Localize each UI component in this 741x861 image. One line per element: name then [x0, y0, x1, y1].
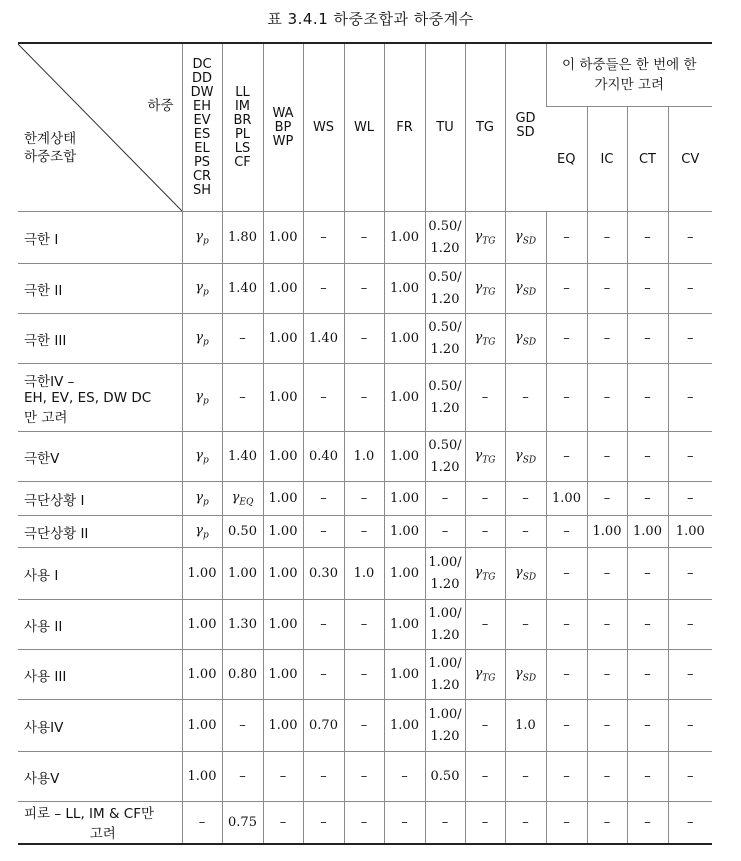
header-limit-state: 한계상태 하중조합	[24, 131, 77, 165]
factor-cell: –	[465, 802, 505, 844]
header-gd	[505, 43, 546, 212]
table-row	[18, 212, 712, 264]
factor-cell: –	[668, 482, 712, 516]
factor-cell: –	[344, 264, 384, 314]
factor-cell: –	[587, 364, 627, 432]
factor-cell: –	[668, 264, 712, 314]
factor-cell: –	[587, 212, 627, 264]
factor-cell: 0.50	[222, 516, 263, 548]
factor-cell: –	[587, 802, 627, 844]
load-factor-gp: $\gamma_p$	[195, 279, 209, 298]
factor-cell: –	[344, 650, 384, 700]
factor-cell: –	[505, 600, 546, 650]
load-factor-tg: $\gamma_{TG}$	[474, 228, 496, 247]
factor-cell: –	[546, 700, 587, 752]
load-factor-sd: $\gamma_{SD}$	[514, 228, 537, 247]
limit-state-label: 사용 I	[18, 548, 182, 600]
factor-cell	[465, 650, 505, 700]
limit-state-label: 사용 II	[18, 600, 182, 650]
factor-cell: –	[546, 314, 587, 364]
factor-cell: –	[546, 432, 587, 482]
factor-cell: –	[668, 700, 712, 752]
factor-cell: 1.00	[263, 516, 303, 548]
factor-cell: 1.00	[384, 482, 425, 516]
header-code: DC	[192, 56, 212, 72]
header-code: WA	[272, 105, 294, 121]
factor-cell: –	[222, 364, 263, 432]
factor-cell: –	[182, 802, 222, 844]
factor-cell: –	[668, 314, 712, 364]
factor-cell: 1.00	[384, 212, 425, 264]
factor-cell: 1.00	[263, 364, 303, 432]
table-row	[18, 650, 712, 700]
factor-cell: 1.00	[263, 650, 303, 700]
factor-cell	[465, 264, 505, 314]
header-dc	[182, 43, 222, 212]
limit-state-label: 극한 III	[18, 314, 182, 364]
factor-cell: –	[546, 364, 587, 432]
factor-cell: 1.00	[384, 600, 425, 650]
factor-cell: –	[344, 364, 384, 432]
factor-cell	[505, 548, 546, 600]
header-ll	[222, 43, 263, 212]
factor-cell: –	[505, 364, 546, 432]
factor-cell: –	[465, 700, 505, 752]
factor-cell: –	[668, 364, 712, 432]
table-row	[18, 264, 712, 314]
factor-cell: –	[465, 600, 505, 650]
factor-cell: 1.00	[222, 548, 263, 600]
factor-cell: 1.00	[263, 264, 303, 314]
factor-cell: –	[222, 700, 263, 752]
limit-state-label: 극한V	[18, 432, 182, 482]
factor-cell	[222, 482, 263, 516]
header-wl: WL	[344, 43, 384, 212]
table-row	[18, 314, 712, 364]
factor-cell: 1.00	[384, 432, 425, 482]
header-code: WP	[272, 133, 294, 149]
load-factor-gp: $\gamma_p$	[195, 329, 209, 348]
load-factor-tg: $\gamma_{TG}$	[474, 279, 496, 298]
diagonal-line	[18, 44, 182, 211]
factor-cell: –	[344, 314, 384, 364]
factor-cell: 1.0	[344, 432, 384, 482]
load-factor-tg: $\gamma_{TG}$	[474, 329, 496, 348]
factor-cell: –	[303, 802, 344, 844]
header-code: LS	[234, 140, 251, 156]
factor-cell: 1.00	[384, 700, 425, 752]
header-code: CR	[192, 168, 212, 184]
header-code: CF	[234, 154, 251, 170]
factor-cell	[182, 314, 222, 364]
limit-state-label: 극단상황 I	[18, 482, 182, 516]
factor-cell: –	[668, 432, 712, 482]
header-code: EL	[194, 140, 210, 156]
factor-cell: –	[627, 700, 668, 752]
header-one-at-a-time-group: 이 하중들은 한 번에 한 가지만 고려	[546, 43, 712, 107]
factor-cell: 0.70	[303, 700, 344, 752]
load-factor-gp: $\gamma_p$	[195, 522, 209, 541]
factor-cell: –	[627, 802, 668, 844]
load-factor-tg: $\gamma_{TG}$	[474, 665, 496, 684]
header-wa	[263, 43, 303, 212]
header-code: PS	[193, 154, 211, 170]
factor-cell: 1.00	[384, 516, 425, 548]
limit-state-label: 피로 – LL, IM & CF만 고려	[18, 802, 182, 844]
factor-cell: 1.0	[505, 700, 546, 752]
factor-cell: –	[303, 650, 344, 700]
factor-cell: –	[546, 212, 587, 264]
header-ws: WS	[303, 43, 344, 212]
header-code: SD	[516, 125, 535, 140]
factor-cell: 1.00	[627, 516, 668, 548]
load-factor-gp: $\gamma_p$	[195, 228, 209, 247]
factor-cell: –	[263, 752, 303, 802]
header-cv: CV	[668, 107, 712, 212]
factor-cell: –	[668, 548, 712, 600]
factor-cell: –	[465, 516, 505, 548]
load-factor-sd: $\gamma_{SD}$	[514, 279, 537, 298]
header-code: BP	[274, 119, 292, 135]
factor-cell: –	[627, 482, 668, 516]
factor-cell: –	[303, 212, 344, 264]
factor-cell: –	[627, 212, 668, 264]
factor-cell: –	[384, 752, 425, 802]
factor-cell: 1.00	[263, 314, 303, 364]
factor-cell: –	[627, 364, 668, 432]
table-row	[18, 364, 712, 432]
factor-cell: 1.00	[384, 314, 425, 364]
factor-cell: –	[303, 364, 344, 432]
diagonal-header-cell	[18, 43, 182, 212]
factor-cell: 0.50/ 1.20	[425, 212, 465, 264]
load-factor-tg: $\gamma_{TG}$	[474, 564, 496, 583]
table-row	[18, 482, 712, 516]
factor-cell	[505, 432, 546, 482]
load-factor-tg: $\gamma_{TG}$	[474, 447, 496, 466]
factor-cell: 1.00/ 1.20	[425, 650, 465, 700]
header-code: DD	[191, 70, 213, 86]
factor-cell: –	[465, 364, 505, 432]
header-code: DW	[190, 84, 214, 100]
factor-cell	[465, 432, 505, 482]
factor-cell: –	[344, 700, 384, 752]
factor-cell: –	[344, 600, 384, 650]
factor-cell: –	[627, 548, 668, 600]
header-tg: TG	[465, 43, 505, 212]
factor-cell	[182, 432, 222, 482]
factor-cell: –	[587, 548, 627, 600]
header-code: EH	[193, 98, 211, 114]
factor-cell: 1.00	[182, 548, 222, 600]
factor-cell: 1.00	[668, 516, 712, 548]
factor-cell: 0.50/ 1.20	[425, 314, 465, 364]
load-factor-sd: $\gamma_{SD}$	[514, 329, 537, 348]
factor-cell: 1.00	[182, 600, 222, 650]
factor-cell: –	[546, 650, 587, 700]
factor-cell: –	[263, 802, 303, 844]
table-row	[18, 516, 712, 548]
table-row	[18, 548, 712, 600]
factor-cell: –	[627, 752, 668, 802]
factor-cell: 1.00	[384, 548, 425, 600]
header-eq: EQ	[546, 107, 587, 212]
header-code: PL	[234, 126, 251, 142]
factor-cell: –	[546, 548, 587, 600]
factor-cell: –	[546, 600, 587, 650]
factor-cell: –	[303, 264, 344, 314]
factor-cell: –	[587, 482, 627, 516]
factor-cell	[505, 212, 546, 264]
header-load: 하중	[147, 98, 174, 114]
factor-cell: 1.00	[384, 264, 425, 314]
factor-cell: 1.00	[182, 650, 222, 700]
factor-cell: 1.80	[222, 212, 263, 264]
load-factor-gp: $\gamma_p$	[195, 447, 209, 466]
header-code: EV	[193, 112, 211, 128]
header-code: IM	[234, 98, 251, 114]
factor-cell: –	[546, 802, 587, 844]
factor-cell: –	[627, 432, 668, 482]
factor-cell	[465, 314, 505, 364]
table-row	[18, 432, 712, 482]
factor-cell: 1.40	[222, 432, 263, 482]
table-row	[18, 700, 712, 752]
factor-cell: 1.00	[384, 650, 425, 700]
limit-state-label: 극한 II	[18, 264, 182, 314]
factor-cell: –	[546, 516, 587, 548]
header-code: LL	[235, 84, 250, 100]
factor-cell: –	[668, 752, 712, 802]
factor-cell: –	[425, 482, 465, 516]
factor-cell	[182, 482, 222, 516]
header-code: SH	[192, 182, 212, 198]
load-factor-gp: $\gamma_p$	[195, 388, 209, 407]
limit-state-label: 극한 I	[18, 212, 182, 264]
factor-cell: 1.00	[587, 516, 627, 548]
factor-cell: –	[465, 482, 505, 516]
table-row	[18, 600, 712, 650]
factor-cell	[505, 264, 546, 314]
factor-cell: –	[344, 212, 384, 264]
factor-cell: 1.00	[263, 482, 303, 516]
factor-cell: 1.00	[263, 700, 303, 752]
factor-cell: 0.30	[303, 548, 344, 600]
header-fr: FR	[384, 43, 425, 212]
factor-cell	[505, 314, 546, 364]
load-factor-sd: $\gamma_{SD}$	[514, 564, 537, 583]
factor-cell: –	[587, 600, 627, 650]
factor-cell: –	[425, 516, 465, 548]
limit-state-label: 극한IV – EH, EV, ES, DW DC 만 고려	[18, 364, 182, 432]
factor-cell: –	[344, 482, 384, 516]
header-code: ES	[193, 126, 211, 142]
factor-cell: –	[344, 752, 384, 802]
table-row	[18, 752, 712, 802]
load-factor-gp: $\gamma_p$	[195, 489, 209, 508]
factor-cell	[182, 212, 222, 264]
factor-cell: –	[587, 432, 627, 482]
factor-cell: –	[505, 752, 546, 802]
factor-cell: –	[303, 600, 344, 650]
factor-cell: –	[587, 264, 627, 314]
factor-cell: –	[303, 752, 344, 802]
factor-cell: 0.40	[303, 432, 344, 482]
factor-cell	[465, 548, 505, 600]
factor-cell: –	[587, 700, 627, 752]
factor-cell: 1.00/ 1.20	[425, 548, 465, 600]
factor-cell: –	[627, 650, 668, 700]
factor-cell: 1.00	[546, 482, 587, 516]
factor-cell	[182, 364, 222, 432]
factor-cell: 1.00	[182, 700, 222, 752]
factor-cell: –	[668, 212, 712, 264]
factor-cell: 1.00	[263, 548, 303, 600]
factor-cell: 1.00/ 1.20	[425, 700, 465, 752]
factor-cell	[465, 212, 505, 264]
header-ic: IC	[587, 107, 627, 212]
load-factor-sd: $\gamma_{SD}$	[514, 447, 537, 466]
factor-cell: 1.40	[222, 264, 263, 314]
factor-cell: –	[222, 314, 263, 364]
factor-cell: –	[425, 802, 465, 844]
factor-cell: 1.00	[263, 600, 303, 650]
table-title: 표 3.4.1 하중조합과 하중계수	[267, 10, 474, 28]
header-ct: CT	[627, 107, 668, 212]
factor-cell: –	[587, 314, 627, 364]
factor-cell: 1.00/ 1.20	[425, 600, 465, 650]
factor-cell: –	[587, 752, 627, 802]
factor-cell: 0.50/ 1.20	[425, 432, 465, 482]
factor-cell	[182, 516, 222, 548]
factor-cell: 0.50/ 1.20	[425, 364, 465, 432]
factor-cell: –	[627, 264, 668, 314]
factor-cell: 1.00	[263, 212, 303, 264]
factor-cell	[182, 264, 222, 314]
factor-cell: –	[344, 516, 384, 548]
limit-state-label: 사용 III	[18, 650, 182, 700]
factor-cell: –	[303, 516, 344, 548]
load-combination-table	[18, 42, 712, 845]
factor-cell: –	[344, 802, 384, 844]
factor-cell: 0.80	[222, 650, 263, 700]
limit-state-label: 사용IV	[18, 700, 182, 752]
load-factor-sd: $\gamma_{SD}$	[514, 665, 537, 684]
factor-cell: –	[627, 600, 668, 650]
factor-cell: –	[668, 650, 712, 700]
factor-cell: –	[587, 650, 627, 700]
header-code: BR	[233, 112, 252, 128]
factor-cell: –	[303, 482, 344, 516]
factor-cell: 1.00	[263, 432, 303, 482]
load-factor-eq: $\gamma_{EQ}$	[231, 489, 254, 508]
factor-cell: –	[546, 264, 587, 314]
factor-cell: 1.0	[344, 548, 384, 600]
factor-cell: –	[668, 802, 712, 844]
factor-cell: –	[222, 752, 263, 802]
factor-cell: 0.75	[222, 802, 263, 844]
factor-cell: –	[465, 752, 505, 802]
factor-cell	[505, 650, 546, 700]
factor-cell: –	[505, 802, 546, 844]
header-tu: TU	[425, 43, 465, 212]
factor-cell: –	[627, 314, 668, 364]
limit-state-label: 극단상황 II	[18, 516, 182, 548]
factor-cell: –	[505, 482, 546, 516]
factor-cell: –	[505, 516, 546, 548]
limit-state-label: 사용V	[18, 752, 182, 802]
factor-cell: 0.50	[425, 752, 465, 802]
factor-cell: –	[546, 752, 587, 802]
factor-cell: –	[384, 802, 425, 844]
table-row	[18, 802, 712, 844]
factor-cell: 1.00	[182, 752, 222, 802]
header-code: GD	[515, 111, 536, 126]
factor-cell: –	[668, 600, 712, 650]
factor-cell: 0.50/ 1.20	[425, 264, 465, 314]
factor-cell: 1.30	[222, 600, 263, 650]
factor-cell: 1.40	[303, 314, 344, 364]
factor-cell: 1.00	[384, 364, 425, 432]
